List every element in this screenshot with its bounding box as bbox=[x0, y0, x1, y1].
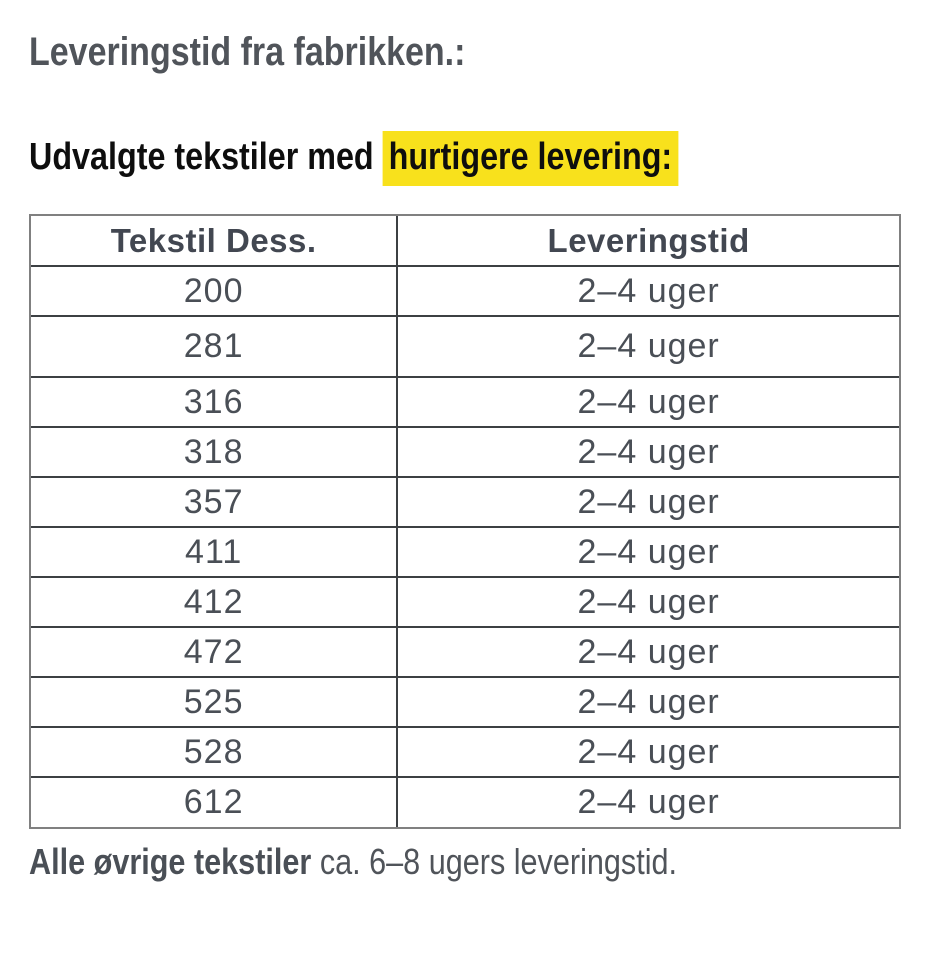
delivery-table bbox=[29, 214, 901, 829]
tekstil-cell: 200 bbox=[31, 266, 397, 316]
tekstil-cell: 281 bbox=[31, 316, 397, 377]
table-row bbox=[31, 727, 899, 777]
table-row bbox=[31, 777, 899, 827]
column-header-leveringstid: Leveringstid bbox=[397, 216, 899, 266]
leveringstid-cell: 2–4 uger bbox=[397, 577, 899, 627]
subtitle-text: Udvalgte tekstiler med bbox=[29, 136, 383, 178]
tekstil-cell: 357 bbox=[31, 477, 397, 527]
subtitle bbox=[29, 134, 770, 181]
leveringstid-cell: 2–4 uger bbox=[397, 527, 899, 577]
footer-note-bold: Alle øvrige tekstiler bbox=[29, 841, 312, 882]
tekstil-cell: 525 bbox=[31, 677, 397, 727]
subtitle-highlight: hurtigere levering: bbox=[383, 131, 678, 186]
leveringstid-cell: 2–4 uger bbox=[577, 783, 720, 821]
leveringstid-cell: 2–4 uger bbox=[397, 427, 899, 477]
tekstil-cell: 318 bbox=[31, 427, 397, 477]
table-row bbox=[31, 577, 899, 627]
footer-note-rest: ca. 6–8 ugers leveringstid. bbox=[311, 841, 678, 882]
leveringstid-cell: 2–4 uger bbox=[397, 727, 899, 777]
table-body bbox=[31, 266, 899, 827]
column-header-tekstil-dess: Tekstil Dess. bbox=[31, 216, 397, 266]
tekstil-cell: 472 bbox=[31, 627, 397, 677]
document-page bbox=[0, 28, 934, 883]
page-title: Leveringstid fra fabrikken.: bbox=[29, 30, 466, 74]
tekstil-cell: 412 bbox=[31, 577, 397, 627]
leveringstid-cell: 2–4 uger bbox=[397, 627, 899, 677]
delivery-table-grid bbox=[31, 216, 899, 827]
tekstil-cell: 411 bbox=[31, 527, 397, 577]
table-header-row bbox=[31, 216, 899, 266]
leveringstid-cell: 2–4 uger bbox=[397, 677, 899, 727]
tekstil-cell: 612 bbox=[31, 777, 397, 827]
table-row bbox=[31, 266, 899, 316]
table-row bbox=[31, 316, 899, 377]
table-row bbox=[31, 377, 899, 427]
tekstil-cell: 316 bbox=[31, 377, 397, 427]
leveringstid-cell: 2–4 uger bbox=[397, 477, 899, 527]
leveringstid-cell: 2–4 uger bbox=[397, 266, 899, 316]
leveringstid-cell: 2–4 uger bbox=[397, 377, 899, 427]
footer-note bbox=[29, 841, 770, 883]
table-row bbox=[31, 427, 899, 477]
table-row bbox=[31, 677, 899, 727]
leveringstid-cell: 2–4 uger bbox=[397, 316, 899, 377]
table-row bbox=[31, 627, 899, 677]
table-row bbox=[31, 527, 899, 577]
tekstil-cell: 528 bbox=[31, 727, 397, 777]
table-row bbox=[31, 477, 899, 527]
